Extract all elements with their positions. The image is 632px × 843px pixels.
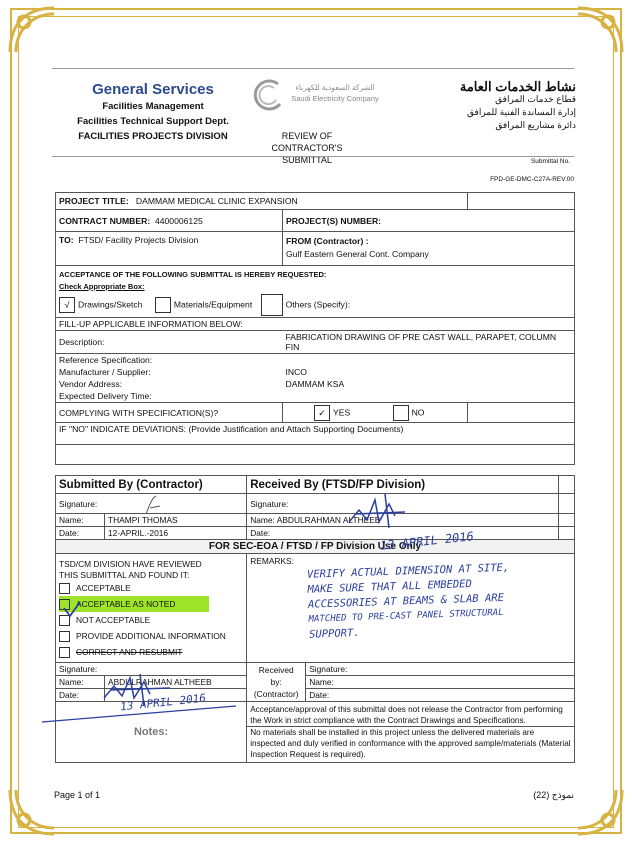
received-by-line-2: by: bbox=[270, 677, 282, 687]
submitted-date-label: Date: bbox=[56, 527, 105, 540]
sec-name-label: Name: bbox=[56, 676, 105, 689]
received-name-blank bbox=[558, 514, 574, 527]
header-rule-top bbox=[52, 68, 574, 69]
manufacturer-label: Manufacturer / Supplier: bbox=[56, 366, 283, 378]
no-checkbox[interactable] bbox=[393, 405, 409, 421]
header-title: General Services bbox=[92, 81, 214, 98]
remarks-hand-line-4: MATCHED TO PRE-CAST PANEL STRUCTURAL bbox=[308, 607, 504, 625]
header-line-2: Facilities Technical Support Dept. bbox=[77, 116, 229, 127]
received-date-handwriting: 13 APRIL 2016 bbox=[379, 529, 475, 553]
others-label: Others (Specify): bbox=[285, 299, 351, 310]
vendor-value: DAMMAM KSA bbox=[283, 378, 575, 390]
project-title-label: PROJECT TITLE: bbox=[59, 196, 129, 206]
acceptable-as-noted-label: ACCEPTABLE AS NOTED bbox=[76, 599, 176, 609]
yes-label: YES bbox=[333, 406, 351, 417]
from-value: Gulf Eastern General Cont. Company bbox=[286, 249, 429, 259]
info-heading-cell bbox=[56, 318, 575, 331]
no-label: NO bbox=[411, 406, 425, 417]
complying-blank bbox=[468, 403, 575, 423]
header-ar-line-4: دائرة مشاريع المرافق bbox=[495, 120, 576, 130]
review-title: REVIEW OF CONTRACTOR'S SUBMITTAL bbox=[271, 131, 343, 165]
header-ar-line-3: إدارة المساندة الفنية للمرافق bbox=[467, 107, 576, 117]
received-heading-blank bbox=[558, 476, 574, 494]
delivery-label: Expected Delivery Time: bbox=[56, 390, 575, 403]
contractor-signature bbox=[140, 494, 170, 518]
corner-ornament-top-left bbox=[6, 4, 58, 56]
description-label: Description: bbox=[56, 331, 283, 354]
sec-signature-label: Signature: bbox=[59, 664, 98, 674]
page-number: Page 1 of 1 bbox=[54, 790, 101, 800]
sec-date-label: Date: bbox=[56, 689, 105, 702]
to-value: FTSD/ Facility Projects Division bbox=[78, 235, 199, 245]
deviations-label: IF "NO" INDICATE DEVIATIONS: (Provide Justification and Attach Supporting Documents) bbox=[56, 423, 575, 445]
submitted-signature-label: Signature: bbox=[59, 498, 98, 509]
corner-ornament-bottom-left bbox=[6, 786, 58, 838]
header-rule-bottom bbox=[52, 156, 574, 157]
received-date-blank bbox=[558, 527, 574, 540]
corner-ornament-bottom-right bbox=[574, 786, 626, 838]
sec-logo bbox=[252, 78, 286, 112]
remarks-hand-line-3: ACCESSORIES AT BEAMS & SLAB ARE bbox=[307, 591, 505, 611]
corner-ornament-top-right bbox=[574, 4, 626, 56]
others-checkbox[interactable] bbox=[261, 294, 283, 316]
header-ar-line-2: قطاع خدمات المرافق bbox=[495, 94, 576, 104]
deviations-blank bbox=[56, 445, 575, 465]
contractor-name-label: Name: bbox=[306, 676, 575, 689]
notes-label: Notes: bbox=[56, 702, 247, 763]
received-signature-blank bbox=[558, 494, 574, 514]
acceptance-cell bbox=[56, 266, 575, 318]
check-box-label: Check Appropriate Box: bbox=[59, 282, 145, 291]
project-title-value: DAMMAM MEDICAL CLINIC EXPANSION bbox=[135, 196, 298, 206]
project-number-label: PROJECT(S) NUMBER: bbox=[286, 215, 382, 226]
status-acceptable[interactable] bbox=[59, 580, 243, 596]
resubmit-checkbox[interactable] bbox=[59, 647, 70, 658]
remarks-label: REMARKS: bbox=[250, 556, 294, 566]
description-value: FABRICATION DRAWING OF PRE CAST WALL, PARAPET, COLUMN FIN bbox=[283, 331, 575, 354]
company-name-en: Saudi Electricity Company bbox=[291, 94, 379, 103]
received-name-label: Name: bbox=[250, 515, 275, 525]
drawings-label: Drawings/Sketch bbox=[78, 299, 143, 310]
pen-stroke bbox=[40, 704, 240, 724]
acceptable-checkbox[interactable] bbox=[59, 583, 70, 594]
materials-checkbox[interactable] bbox=[155, 297, 171, 313]
received-signature bbox=[345, 492, 415, 532]
complying-options bbox=[283, 403, 468, 423]
contract-cell bbox=[56, 210, 283, 232]
company-name-ar: الشركة السعودية للكهرباء bbox=[295, 83, 375, 92]
header-line-1: Facilities Management bbox=[102, 101, 204, 112]
to-label: TO: bbox=[59, 235, 74, 245]
remarks-handwriting bbox=[307, 558, 579, 642]
header-arabic bbox=[420, 80, 576, 132]
remarks-hand-line-2: MAKE SURE THAT ALL EMBEDED bbox=[307, 577, 473, 596]
resubmit-label: CORRECT AND RESUBMIT bbox=[76, 647, 183, 657]
received-by-contractor-cell bbox=[247, 663, 306, 702]
drawings-checkbox[interactable]: √ bbox=[59, 297, 75, 313]
info-heading: FILL-UP APPLICABLE INFORMATION BELOW: bbox=[59, 319, 243, 329]
review-status-cell bbox=[56, 554, 247, 663]
submitted-date-value: 12-APRIL.-2016 bbox=[105, 527, 247, 540]
sec-name-value: ABDULRAHMAN ALTHEEB bbox=[105, 676, 247, 689]
contract-label: CONTRACT NUMBER: bbox=[59, 215, 151, 226]
notes-text-2: No materials shall be installed in this project unless the delivered materials are inspected and duly verified in conformance with the approved sample/materials (Material Inspection Request is required). bbox=[247, 726, 574, 760]
received-heading: Received By (FTSD/FP Division) bbox=[247, 476, 558, 494]
header-line-3: FACILITIES PROJECTS DIVISION bbox=[78, 131, 228, 142]
materials-label: Materials/Equipment bbox=[173, 299, 253, 310]
submittal-no: FPD-GE-DMC-C27A-REV.00 bbox=[490, 176, 574, 183]
reviewed-line-1: TSD/CM DIVISION HAVE REVIEWED bbox=[59, 559, 202, 569]
header-english bbox=[58, 82, 248, 144]
remarks-hand-line-5: SUPPORT. bbox=[308, 626, 360, 641]
received-by-line-3: (Contractor) bbox=[253, 689, 299, 699]
notes-text bbox=[247, 702, 575, 763]
additional-info-checkbox[interactable] bbox=[59, 631, 70, 642]
project-title-blank bbox=[468, 193, 575, 210]
contractor-signature-label: Signature: bbox=[306, 663, 575, 676]
submitted-name-value: THAMPI THOMAS bbox=[105, 514, 247, 527]
yes-checkbox[interactable]: ✓ bbox=[314, 405, 330, 421]
to-cell bbox=[56, 232, 283, 266]
acceptable-as-noted-check bbox=[62, 600, 82, 618]
reference-label: Reference Specification: bbox=[56, 354, 283, 367]
header-ar-line-1: نشاط الخدمات العامة bbox=[459, 79, 576, 94]
additional-info-label: PROVIDE ADDITIONAL INFORMATION bbox=[76, 631, 226, 641]
from-label: FROM (Contractor) : bbox=[286, 236, 369, 246]
project-number-cell bbox=[283, 210, 575, 232]
status-not-acceptable[interactable] bbox=[59, 612, 243, 628]
received-signature-label: Signature: bbox=[250, 498, 289, 509]
project-table bbox=[55, 192, 575, 465]
acceptance-request: ACCEPTANCE OF THE FOLLOWING SUBMITTAL IS HEREBY REQUESTED: bbox=[59, 270, 327, 279]
manufacturer-value: INCO bbox=[283, 366, 575, 378]
received-by-line-1: Received bbox=[258, 665, 294, 675]
from-cell bbox=[283, 232, 575, 266]
reference-value bbox=[283, 354, 575, 367]
notes-text-1: Acceptance/approval of this submittal does not release the Contractor from performing the Work in strict compliance with the Contract Drawings and Specifications. bbox=[250, 705, 563, 725]
received-name-value: ABDULRAHMAN ALTHEEB bbox=[276, 515, 381, 525]
reviewed-line-2: THIS SUBMITTAL AND FOUND IT: bbox=[59, 570, 190, 580]
contract-value: 4400006125 bbox=[154, 215, 203, 226]
project-title-cell bbox=[56, 193, 468, 210]
status-additional-info[interactable] bbox=[59, 628, 243, 644]
submitted-name-label: Name: bbox=[56, 514, 105, 527]
submittal-no-label: Submittal No. bbox=[530, 158, 570, 165]
sec-use-heading: FOR SEC-EOA / FTSD / FP Division Use Only bbox=[56, 540, 575, 554]
company-name bbox=[290, 82, 380, 104]
not-acceptable-label: NOT ACCEPTABLE bbox=[76, 615, 151, 625]
remarks-hand-line-1: VERIFY ACTUAL DIMENSION AT SITE, bbox=[306, 561, 510, 581]
submitted-heading: Submitted By (Contractor) bbox=[56, 476, 247, 494]
sec-date-handwriting: 13 APRIL 2016 bbox=[119, 691, 207, 714]
acceptable-label: ACCEPTABLE bbox=[76, 583, 131, 593]
status-resubmit[interactable] bbox=[59, 644, 243, 660]
received-date-label: Date: bbox=[250, 528, 271, 538]
complying-label: COMPLYING WITH SPECIFICATION(S)? bbox=[56, 403, 283, 423]
vendor-label: Vendor Address: bbox=[56, 378, 283, 390]
contractor-date-label: Date: bbox=[306, 689, 575, 702]
form-number: نموذج (22) bbox=[533, 790, 574, 800]
